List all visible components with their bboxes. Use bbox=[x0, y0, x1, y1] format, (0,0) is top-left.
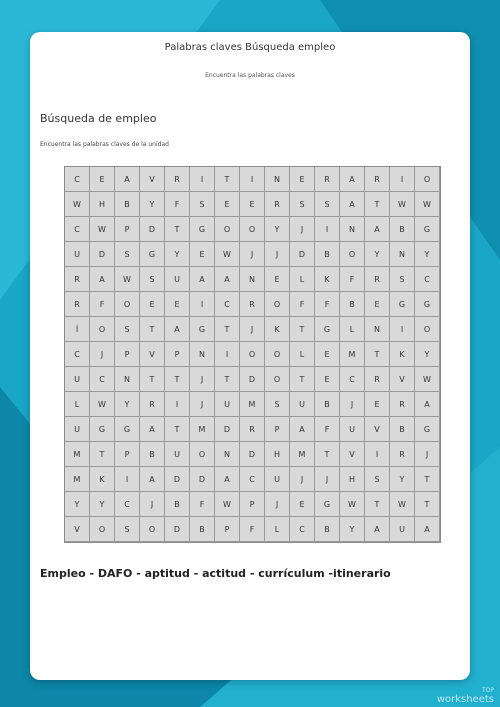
grid-cell: Y bbox=[140, 192, 165, 217]
grid-cell: E bbox=[290, 167, 315, 192]
grid-cell: R bbox=[165, 167, 190, 192]
grid-cell: I bbox=[115, 467, 140, 492]
grid-cell: S bbox=[115, 242, 140, 267]
grid-cell: O bbox=[215, 217, 240, 242]
grid-cell: U bbox=[390, 517, 415, 542]
grid-cell: W bbox=[415, 192, 440, 217]
grid-cell: F bbox=[340, 267, 365, 292]
grid-cell: R bbox=[65, 267, 90, 292]
grid-cell: A bbox=[165, 317, 190, 342]
grid-cell: N bbox=[240, 267, 265, 292]
grid-cell: G bbox=[190, 317, 215, 342]
grid-cell: D bbox=[140, 217, 165, 242]
grid-cell: W bbox=[415, 367, 440, 392]
grid-cell: K bbox=[265, 317, 290, 342]
grid-cell: A bbox=[140, 417, 165, 442]
grid-cell: R bbox=[265, 192, 290, 217]
grid-cell: P bbox=[115, 217, 140, 242]
grid-cell: I bbox=[190, 167, 215, 192]
grid-cell: G bbox=[415, 217, 440, 242]
grid-cell: A bbox=[415, 517, 440, 542]
grid-cell: W bbox=[390, 492, 415, 517]
grid-cell: L bbox=[265, 517, 290, 542]
grid-cell: O bbox=[90, 317, 115, 342]
grid-cell: E bbox=[90, 167, 115, 192]
grid-cell: S bbox=[190, 192, 215, 217]
grid-cell: B bbox=[315, 242, 340, 267]
grid-cell: B bbox=[165, 492, 190, 517]
grid-cell: C bbox=[90, 367, 115, 392]
grid-cell: K bbox=[315, 267, 340, 292]
grid-cell: S bbox=[140, 267, 165, 292]
grid-cell: E bbox=[165, 292, 190, 317]
word-list: Empleo - DAFO - aptitud - actitud - currículum -itinerario bbox=[40, 567, 391, 580]
grid-cell: C bbox=[65, 342, 90, 367]
grid-cell: P bbox=[215, 517, 240, 542]
grid-cell: Y bbox=[90, 492, 115, 517]
grid-cell: T bbox=[290, 317, 315, 342]
grid-cell: A bbox=[90, 267, 115, 292]
grid-cell: O bbox=[415, 317, 440, 342]
grid-cell: H bbox=[90, 192, 115, 217]
grid-cell: M bbox=[65, 467, 90, 492]
grid-cell: N bbox=[265, 167, 290, 192]
grid-cell: T bbox=[290, 367, 315, 392]
grid-cell: T bbox=[165, 417, 190, 442]
grid-cell: V bbox=[365, 417, 390, 442]
grid-cell: A bbox=[115, 167, 140, 192]
grid-cell: B bbox=[390, 417, 415, 442]
grid-cell: J bbox=[415, 442, 440, 467]
grid-cell: J bbox=[240, 242, 265, 267]
grid-cell: I bbox=[165, 392, 190, 417]
grid-cell: M bbox=[290, 442, 315, 467]
grid-cell: L bbox=[65, 392, 90, 417]
grid-cell: Y bbox=[365, 242, 390, 267]
grid-cell: G bbox=[415, 292, 440, 317]
grid-cell: R bbox=[240, 292, 265, 317]
grid-cell: Y bbox=[65, 492, 90, 517]
grid-cell: I bbox=[190, 292, 215, 317]
grid-cell: T bbox=[140, 367, 165, 392]
grid-cell: F bbox=[190, 492, 215, 517]
grid-cell: F bbox=[90, 292, 115, 317]
grid-cell: A bbox=[415, 392, 440, 417]
grid-cell: T bbox=[415, 467, 440, 492]
grid-cell: Y bbox=[415, 342, 440, 367]
grid-cell: W bbox=[340, 492, 365, 517]
grid-cell: G bbox=[415, 417, 440, 442]
grid-cell: O bbox=[90, 517, 115, 542]
grid-cell: R bbox=[365, 367, 390, 392]
grid-cell: G bbox=[190, 217, 215, 242]
grid-cell: B bbox=[315, 392, 340, 417]
grid-cell: W bbox=[390, 192, 415, 217]
grid-cell: H bbox=[340, 467, 365, 492]
grid-cell: G bbox=[90, 417, 115, 442]
grid-cell: I bbox=[315, 217, 340, 242]
grid-cell: D bbox=[240, 442, 265, 467]
grid-cell: D bbox=[90, 242, 115, 267]
grid-cell: L bbox=[340, 317, 365, 342]
grid-cell: T bbox=[215, 167, 240, 192]
grid-cell: C bbox=[65, 167, 90, 192]
grid-cell: D bbox=[190, 467, 215, 492]
grid-cell: E bbox=[315, 342, 340, 367]
grid-cell: R bbox=[65, 292, 90, 317]
grid-cell: G bbox=[315, 317, 340, 342]
grid-cell: U bbox=[265, 467, 290, 492]
brand-logo bbox=[437, 688, 494, 705]
grid-cell: F bbox=[315, 292, 340, 317]
grid-cell: J bbox=[140, 492, 165, 517]
grid-cell: P bbox=[265, 417, 290, 442]
grid-cell: T bbox=[215, 367, 240, 392]
grid-cell: O bbox=[115, 292, 140, 317]
logo-top-text: TOP bbox=[481, 687, 494, 694]
grid-cell: J bbox=[190, 392, 215, 417]
grid-cell: R bbox=[390, 442, 415, 467]
grid-cell: T bbox=[90, 442, 115, 467]
grid-cell: P bbox=[115, 442, 140, 467]
grid-cell: W bbox=[115, 267, 140, 292]
grid-cell: R bbox=[140, 392, 165, 417]
grid-cell: W bbox=[90, 217, 115, 242]
grid-cell: A bbox=[365, 217, 390, 242]
grid-cell: Y bbox=[340, 517, 365, 542]
grid-cell: M bbox=[240, 392, 265, 417]
grid-cell: U bbox=[165, 267, 190, 292]
grid-cell: C bbox=[215, 292, 240, 317]
grid-cell: U bbox=[215, 392, 240, 417]
grid-cell: O bbox=[415, 167, 440, 192]
grid-cell: O bbox=[240, 217, 265, 242]
grid-cell: J bbox=[190, 367, 215, 392]
grid-cell: Y bbox=[165, 242, 190, 267]
grid-cell: T bbox=[215, 317, 240, 342]
section-heading: Búsqueda de empleo bbox=[40, 112, 157, 125]
grid-cell: D bbox=[165, 467, 190, 492]
grid-cell: U bbox=[340, 417, 365, 442]
grid-cell: G bbox=[390, 292, 415, 317]
grid-cell: K bbox=[390, 342, 415, 367]
grid-cell: Y bbox=[390, 467, 415, 492]
grid-cell: R bbox=[365, 167, 390, 192]
grid-cell: D bbox=[240, 367, 265, 392]
grid-cell: Í bbox=[65, 317, 90, 342]
grid-cell: C bbox=[415, 267, 440, 292]
grid-cell: W bbox=[215, 492, 240, 517]
grid-cell: O bbox=[190, 442, 215, 467]
grid-cell: J bbox=[340, 392, 365, 417]
grid-cell: S bbox=[365, 467, 390, 492]
grid-cell: S bbox=[265, 392, 290, 417]
grid-cell: C bbox=[115, 492, 140, 517]
grid-cell: U bbox=[290, 392, 315, 417]
grid-cell: T bbox=[415, 492, 440, 517]
grid-cell: S bbox=[390, 267, 415, 292]
grid-cell: L bbox=[290, 342, 315, 367]
grid-cell: E bbox=[265, 267, 290, 292]
grid-cell: J bbox=[265, 492, 290, 517]
grid-cell: F bbox=[165, 192, 190, 217]
grid-cell: B bbox=[340, 292, 365, 317]
grid-cell: E bbox=[315, 367, 340, 392]
grid-cell: A bbox=[340, 167, 365, 192]
page-title: Palabras claves Búsqueda empleo bbox=[164, 42, 336, 53]
grid-cell: W bbox=[90, 392, 115, 417]
grid-cell: G bbox=[140, 242, 165, 267]
grid-cell: J bbox=[265, 242, 290, 267]
grid-cell: J bbox=[240, 317, 265, 342]
grid-cell: A bbox=[340, 192, 365, 217]
grid-cell: J bbox=[290, 467, 315, 492]
grid-cell: U bbox=[65, 417, 90, 442]
grid-cell: T bbox=[365, 342, 390, 367]
grid-cell: B bbox=[115, 192, 140, 217]
grid-cell: L bbox=[290, 267, 315, 292]
grid-cell: N bbox=[390, 242, 415, 267]
grid-cell: O bbox=[265, 367, 290, 392]
grid-cell: G bbox=[115, 417, 140, 442]
grid-cell: J bbox=[290, 217, 315, 242]
grid-cell: R bbox=[365, 267, 390, 292]
grid-cell: N bbox=[190, 342, 215, 367]
grid-cell: D bbox=[290, 242, 315, 267]
grid-cell: E bbox=[290, 492, 315, 517]
grid-cell: V bbox=[140, 167, 165, 192]
grid-cell: D bbox=[165, 517, 190, 542]
grid-cell: O bbox=[265, 342, 290, 367]
grid-cell: W bbox=[65, 192, 90, 217]
grid-cell: A bbox=[140, 467, 165, 492]
grid-cell: P bbox=[115, 342, 140, 367]
grid-cell: P bbox=[240, 492, 265, 517]
page-subtitle: Encuentra las palabras claves bbox=[205, 72, 295, 79]
grid-cell: V bbox=[390, 367, 415, 392]
grid-cell: S bbox=[115, 317, 140, 342]
grid-cell: I bbox=[390, 317, 415, 342]
grid-cell: U bbox=[65, 242, 90, 267]
grid-cell: M bbox=[65, 442, 90, 467]
grid-cell: C bbox=[340, 367, 365, 392]
instruction-text: Encuentra las palabras claves de la unidad bbox=[40, 141, 169, 148]
grid-cell: N bbox=[365, 317, 390, 342]
grid-cell: S bbox=[290, 192, 315, 217]
grid-cell: T bbox=[165, 217, 190, 242]
grid-cell: U bbox=[65, 367, 90, 392]
grid-cell: C bbox=[240, 467, 265, 492]
logo-bottom-text: worksheets bbox=[436, 694, 494, 705]
grid-cell: A bbox=[365, 517, 390, 542]
grid-cell: I bbox=[390, 167, 415, 192]
grid-cell: O bbox=[340, 242, 365, 267]
grid-cell: N bbox=[340, 217, 365, 242]
grid-cell: D bbox=[215, 417, 240, 442]
grid-cell: N bbox=[215, 442, 240, 467]
grid-cell: E bbox=[140, 292, 165, 317]
grid-cell: E bbox=[190, 242, 215, 267]
grid-cell: E bbox=[215, 192, 240, 217]
grid-cell: S bbox=[315, 192, 340, 217]
grid-cell: R bbox=[390, 392, 415, 417]
grid-cell: T bbox=[365, 492, 390, 517]
grid-cell: J bbox=[315, 467, 340, 492]
grid-cell: F bbox=[315, 417, 340, 442]
grid-cell: B bbox=[390, 217, 415, 242]
grid-cell: A bbox=[290, 417, 315, 442]
grid-cell: A bbox=[190, 267, 215, 292]
grid-cell: U bbox=[165, 442, 190, 467]
grid-cell: A bbox=[215, 267, 240, 292]
worksheet-page bbox=[30, 32, 470, 680]
grid-cell: T bbox=[315, 442, 340, 467]
grid-cell: B bbox=[190, 517, 215, 542]
grid-cell: B bbox=[140, 442, 165, 467]
grid-cell: V bbox=[140, 342, 165, 367]
grid-cell: T bbox=[165, 367, 190, 392]
grid-cell: Y bbox=[265, 217, 290, 242]
grid-cell: S bbox=[115, 517, 140, 542]
grid-cell: W bbox=[215, 242, 240, 267]
grid-cell: E bbox=[365, 292, 390, 317]
grid-cell: R bbox=[315, 167, 340, 192]
grid-cell: M bbox=[190, 417, 215, 442]
grid-cell: V bbox=[65, 517, 90, 542]
grid-cell: F bbox=[240, 517, 265, 542]
grid-cell: O bbox=[140, 517, 165, 542]
grid-cell: A bbox=[215, 467, 240, 492]
grid-cell: C bbox=[65, 217, 90, 242]
grid-cell: C bbox=[290, 517, 315, 542]
grid-cell: R bbox=[240, 417, 265, 442]
grid-cell: O bbox=[265, 292, 290, 317]
grid-cell: B bbox=[315, 517, 340, 542]
grid-cell: J bbox=[90, 342, 115, 367]
grid-cell: Y bbox=[115, 392, 140, 417]
grid-cell: K bbox=[90, 467, 115, 492]
grid-cell: O bbox=[240, 342, 265, 367]
grid-cell: I bbox=[365, 442, 390, 467]
grid-cell: N bbox=[115, 367, 140, 392]
grid-cell: M bbox=[340, 342, 365, 367]
grid-cell: P bbox=[165, 342, 190, 367]
grid-cell: E bbox=[365, 392, 390, 417]
word-search-grid bbox=[64, 166, 441, 543]
grid-cell: H bbox=[265, 442, 290, 467]
grid-cell: G bbox=[315, 492, 340, 517]
grid-cell: I bbox=[215, 342, 240, 367]
grid-cell: F bbox=[290, 292, 315, 317]
grid-cell: T bbox=[140, 317, 165, 342]
grid-cell: V bbox=[340, 442, 365, 467]
grid-cell: Y bbox=[415, 242, 440, 267]
grid-cell: E bbox=[240, 192, 265, 217]
grid-cell: I bbox=[240, 167, 265, 192]
grid-cell: T bbox=[365, 192, 390, 217]
